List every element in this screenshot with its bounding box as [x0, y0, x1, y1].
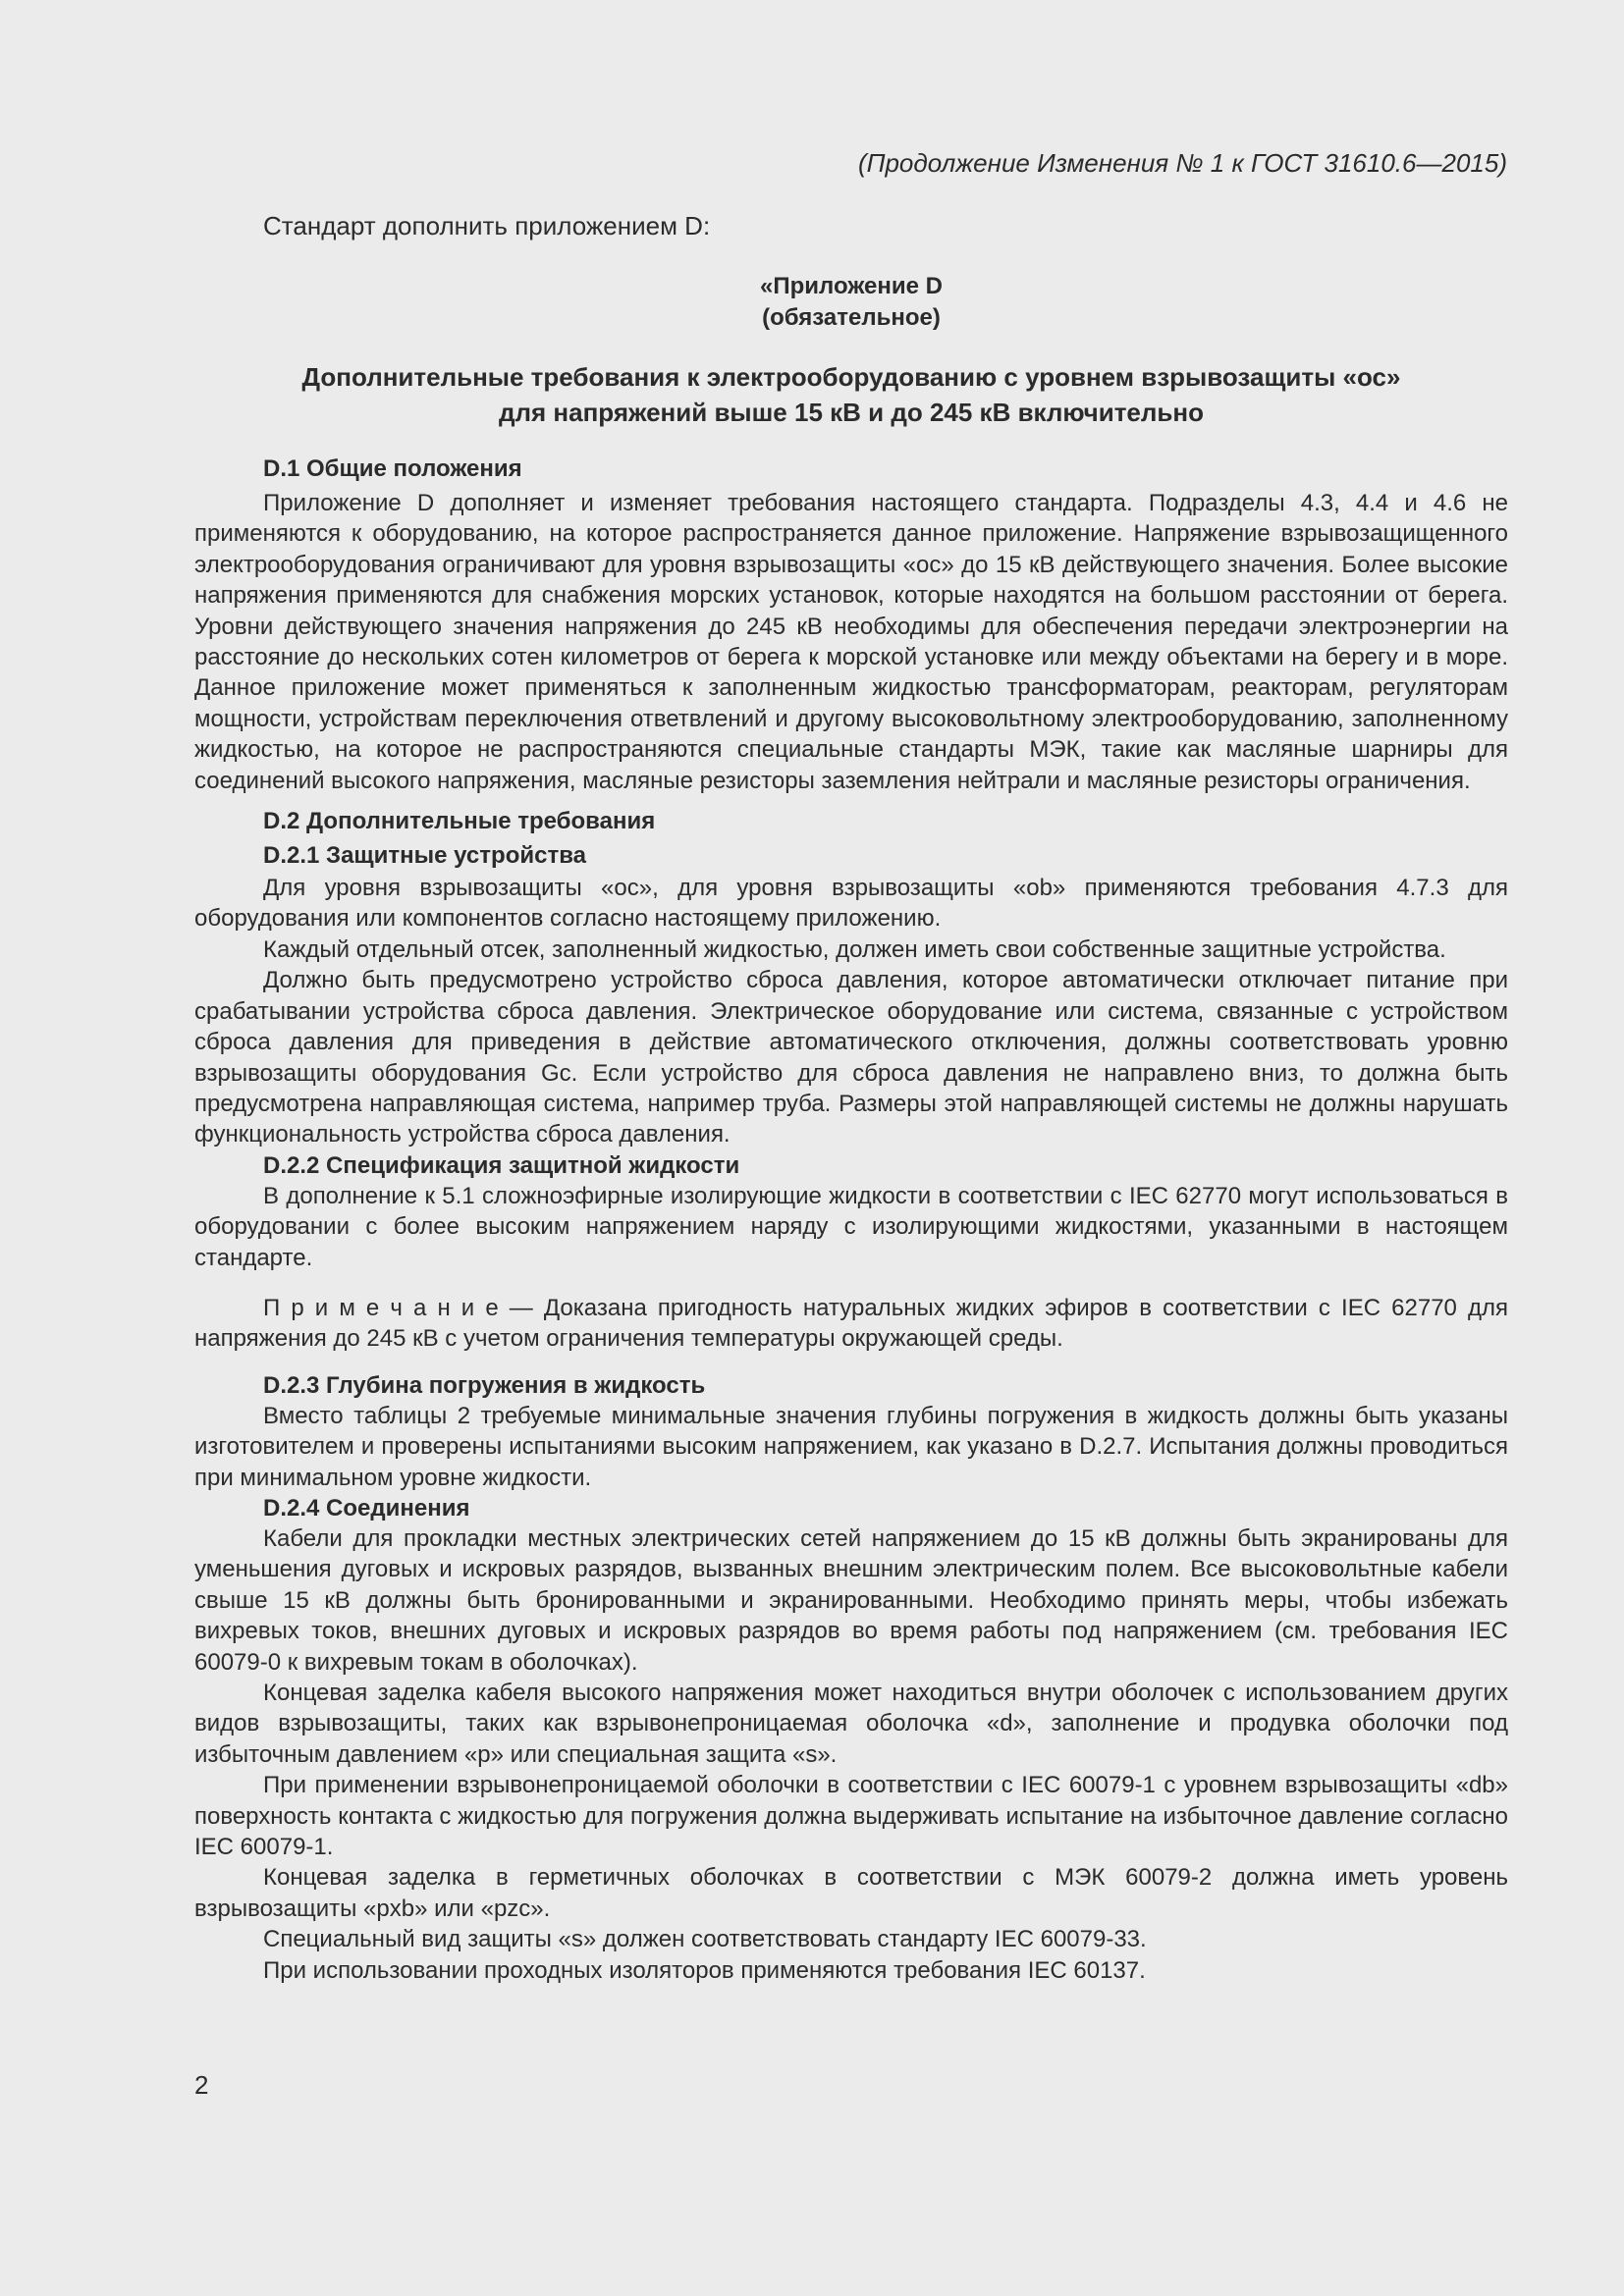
section-d21-heading: D.2.1 Защитные устройства [263, 842, 586, 870]
note-label: П р и м е ч а н и е [263, 1294, 499, 1321]
section-d24-paragraph-4: Концевая заделка в герметичных оболочках в соответствии с МЭК 60079-2 должна иметь уровень взрывозащиты «pxb» или «pzc». [194, 1864, 1508, 1922]
section-d24-heading: D.2.4 Соединения [263, 1494, 470, 1522]
section-d21-paragraph-1: Для уровня взрывозащиты «ос», для уровня взрывозащиты «ob» применяются требования 4.7.3 для оборудования или компонентов согласно настоящему приложению. [194, 875, 1508, 933]
section-d24-paragraph-1: Кабели для прокладки местных электрических сетей напряжением до 15 кВ должны быть экранированы для уменьшения дуговых и искровых разрядов, вызванных внешним электрическим полем. Все высоковольтные кабели свыше 15 кВ должны быть бронированными и экранированными. Необходимо принять меры, чтобы избежать вихревых токов, внешних дуговых и искровых разрядов во время работы под напряжением (см. требования IEC 60079-0 к вихревым токам в оболочках). [194, 1524, 1508, 1676]
section-d23-heading: D.2.3 Глубина погружения в жидкость [263, 1371, 706, 1399]
section-d21-paragraph-3: Должно быть предусмотрено устройство сброса давления, которое автоматически отключает питание при срабатывании устройства сброса давления. Электрическое оборудование или система, связанные с устройством сброса давления для приведения в действие автоматического отключения, должны соответствовать уровню взрывозащиты оборудования Gc. Если устройство для сброса давления не направлено вниз, то должна быть предусмотрена направляющая система, например труба. Размеры этой направляющей системы не должны нарушать функциональность устройства сброса давления. [194, 967, 1508, 1148]
page-content [194, 206, 1508, 1986]
annex-title-line1: Дополнительные требования к электрооборудованию с уровнем взрывозащиты «ос» [301, 362, 1401, 392]
section-d24-paragraph-6: При использовании проходных изоляторов применяются требования IEC 60137. [263, 1956, 1146, 1984]
section-d2-heading: D.2 Дополнительные требования [263, 808, 656, 835]
annex-label: «Приложение D [760, 273, 943, 299]
intro-line: Стандарт дополнить приложением D: [263, 211, 711, 240]
section-d24-paragraph-2: Концевая заделка кабеля высокого напряжения может находиться внутри оболочек с использованием других видов взрывозащиты, таких как взрывонепроницаемая оболочка «d», заполнение и продувка оболочки под избыточным давлением «p» или специальная защита «s». [194, 1680, 1508, 1768]
section-d24-paragraph-5: Специальный вид защиты «s» должен соответствовать стандарту IEC 60079-33. [263, 1926, 1147, 1953]
running-header: (Продолжение Изменения № 1 к ГОСТ 31610.6—2015) [857, 148, 1507, 178]
section-d23-paragraph: Вместо таблицы 2 требуемые минимальные значения глубины погружения в жидкость должны быть указаны изготовителем и проверены испытаниями высоким напряжением, как указано в D.2.7. Испытания должны проводиться при минимальном уровне жидкости. [194, 1402, 1508, 1491]
annex-status: (обязательное) [762, 304, 941, 331]
annex-title-line2: для напряжений выше 15 кВ и до 245 кВ включительно [499, 398, 1204, 427]
section-d22-heading: D.2.2 Спецификация защитной жидкости [263, 1151, 740, 1179]
section-d22-note [194, 1293, 1508, 1355]
section-d21-paragraph-2: Каждый отдельный отсек, заполненный жидкостью, должен иметь свои собственные защитные устройства. [263, 935, 1446, 963]
section-d22-paragraph: В дополнение к 5.1 сложноэфирные изолирующие жидкости в соответствии с IEC 62770 могут использоваться в оборудовании с более высоким напряжением наряду с изолирующими жидкостями, указанными в настоящем стандарте. [194, 1182, 1508, 1271]
note-text: — Доказана пригодность натуральных жидких эфиров в соответствии с IEC 62770 для напряжения до 245 кВ с учетом ограничения температуры окружающей среды. [194, 1294, 1508, 1353]
section-d1-heading: D.1 Общие положения [263, 455, 522, 482]
section-d24-paragraph-3: При применении взрывонепроницаемой оболочки в соответствии с IEC 60079-1 с уровнем взрывозащиты «db» поверхность контакта с жидкостью для погружения должна выдерживать испытание на избыточное давление согласно IEC 60079-1. [194, 1772, 1508, 1861]
section-d1-paragraph: Приложение D дополняет и изменяет требования настоящего стандарта. Подразделы 4.3, 4.4 и 4.6 не применяются к оборудованию, на которое распространяется данное приложение. Напряжение взрывозащищенного электрооборудования ограничивают для уровня взрывозащиты «ос» до 15 кВ действующего значения. Более высокие напряжения применяются для снабжения морских установок, которые находятся на большом расстоянии от берега. Уровни действующего значения напряжения до 245 кВ необходимы для обеспечения передачи электроэнергии на расстояние до нескольких сотен километров от берега к морской установке или между объектами на берегу и в море. Данное приложение может применяться к заполненным жидкостью трансформаторам, реакторам, регуляторам мощности, устройствам переключения ответвлений и другому высоковольтному электрооборудованию, заполненному жидкостью, на которое не распространяются специальные стандарты МЭК, такие как масляные шарниры для соединений высокого напряжения, масляные резисторы заземления нейтрали и масляные резисторы ограничения. [194, 490, 1508, 794]
page-number: 2 [194, 2070, 209, 2100]
